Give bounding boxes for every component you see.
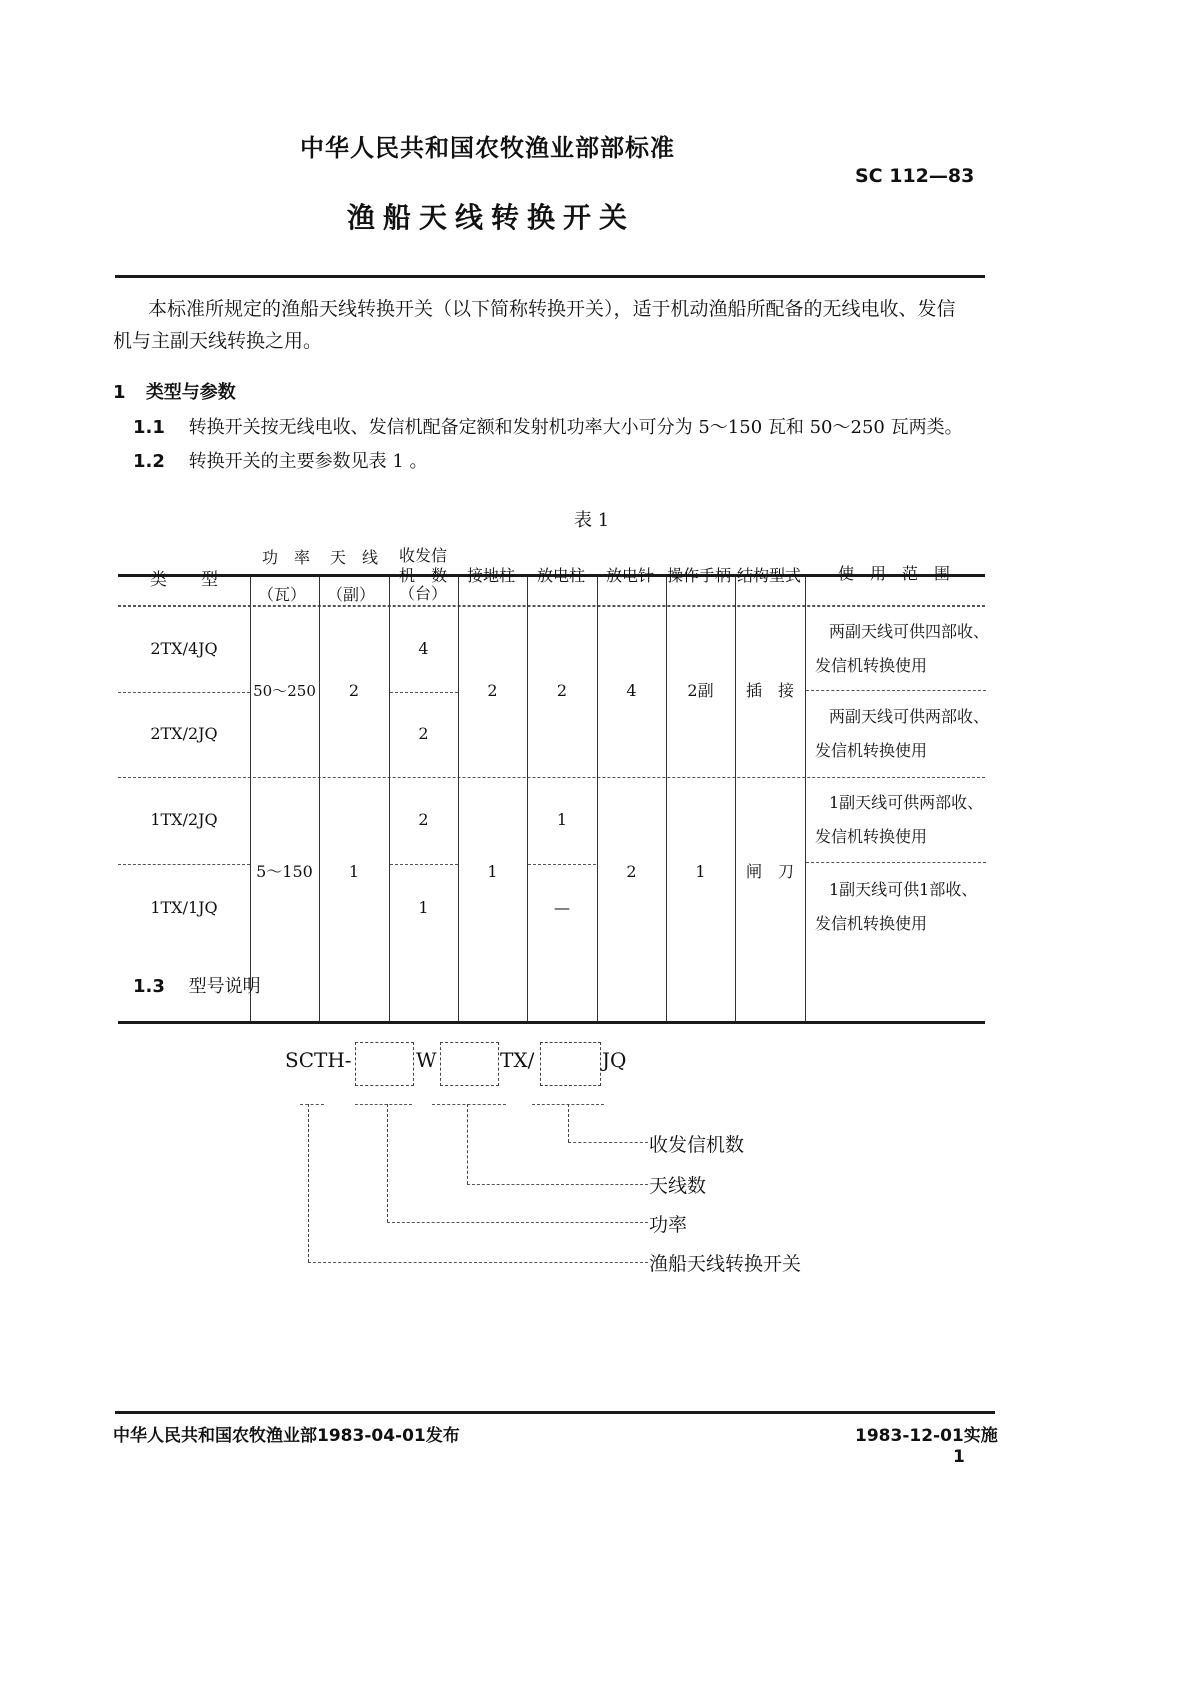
col-header-discharge-needle: 放电针	[606, 566, 655, 585]
usage-line-2: 发信机转换使用	[815, 914, 928, 933]
table-cell-power: 5～150	[256, 861, 313, 881]
table-cell-usage	[815, 615, 1010, 683]
col-header-transceivers-unit: （台）	[399, 584, 448, 603]
table-cell-antenna: 2	[348, 681, 360, 701]
usage-line-2: 发信机转换使用	[815, 827, 928, 846]
footer-rule	[115, 1411, 995, 1414]
standard-code: SC 112—83	[855, 165, 975, 187]
table-caption: 表 1	[574, 510, 610, 531]
col-header-type: 类 型	[150, 569, 218, 590]
col-header-antenna-unit: （副）	[327, 585, 376, 604]
clause-1-3	[133, 972, 261, 998]
power-placeholder-box	[355, 1042, 414, 1086]
table-cell-type: 1TX/1JQ	[150, 897, 218, 917]
table-cell-handle: 2副	[687, 681, 714, 701]
page-number: 1	[953, 1447, 965, 1467]
table-cell-transceivers: 4	[418, 638, 429, 658]
table-cell-structure: 闸 刀	[745, 861, 794, 881]
table-cell-type: 2TX/4JQ	[150, 638, 218, 658]
table-cell-usage	[815, 786, 1010, 854]
table-cell-discharge-needle: 2	[626, 861, 637, 881]
table-cell-usage	[815, 873, 1010, 941]
org-title: 中华人民共和国农牧渔业部部标准	[300, 134, 675, 162]
table-cell-transceivers: 2	[418, 724, 429, 744]
usage-line-2: 发信机转换使用	[815, 656, 928, 675]
col-header-ground-post: 接地柱	[467, 566, 516, 585]
clause-text: 转换开关按无线电收、发信机配备定额和发射机功率大小可分为 5～150 瓦和 50～250 瓦两类。	[188, 417, 963, 438]
table-cell-power: 50～250	[253, 681, 316, 700]
clause-text: 转换开关的主要参数见表 1 。	[188, 451, 428, 472]
table-cell-handle: 1	[695, 861, 706, 881]
col-header-power-unit: （瓦）	[258, 585, 307, 604]
model-prefix: SCTH-	[285, 1048, 352, 1072]
antenna-placeholder-box	[440, 1042, 499, 1086]
col-header-antenna-label: 天 线	[330, 548, 379, 567]
issued-statement: 中华人民共和国农牧渔业部1983-04-01发布	[113, 1426, 460, 1446]
col-header-usage: 使 用 范 围	[838, 564, 951, 583]
table-cell-discharge-post: —	[554, 897, 570, 917]
table-cell-transceivers: 1	[418, 897, 429, 917]
table-cell-structure: 插 接	[745, 681, 794, 701]
col-header-power-label: 功 率	[262, 548, 311, 567]
section-title: 类型与参数	[145, 382, 236, 403]
col-header-discharge-post: 放电柱	[537, 566, 586, 585]
table-cell-discharge-post: 1	[556, 810, 568, 830]
label-device-name: 渔船天线转换开关	[649, 1253, 802, 1275]
clause-1-2	[133, 447, 428, 473]
col-header-transceivers-2: 机 数	[399, 566, 448, 585]
table-cell-ground-post: 2	[487, 681, 498, 701]
col-header-structure: 结构型式	[737, 566, 802, 585]
label-power: 功率	[649, 1214, 688, 1236]
col-header-transceivers-1: 收发信	[399, 546, 448, 565]
clause-1-1	[133, 413, 963, 439]
table-cell-ground-post: 1	[487, 861, 498, 881]
header-rule	[115, 275, 985, 278]
table-cell-usage	[815, 700, 1010, 768]
clause-text: 型号说明	[188, 976, 261, 997]
table-cell-transceivers: 2	[418, 810, 429, 830]
intro-line-1: 本标准所规定的渔船天线转换开关（以下简称转换开关），适于机动渔船所配备的无线电收、发信	[148, 298, 956, 320]
table-cell-discharge-post: 2	[556, 681, 568, 701]
usage-line-1: 1副天线可供1部收、	[829, 880, 978, 899]
section-1-heading	[113, 378, 236, 404]
model-suffix: JQ	[602, 1048, 627, 1072]
document-title: 渔船天线转换开关	[347, 201, 636, 234]
intro-line-2: 机与主副天线转换之用。	[113, 330, 323, 352]
usage-line-2: 发信机转换使用	[815, 741, 928, 760]
transceiver-placeholder-box	[540, 1042, 601, 1086]
table-cell-discharge-needle: 4	[626, 681, 637, 701]
clause-number: 1.1	[133, 417, 165, 438]
table-cell-type: 1TX/2JQ	[150, 810, 218, 830]
clause-number: 1.3	[133, 976, 165, 997]
label-antenna-count: 天线数	[649, 1175, 707, 1197]
clause-number: 1.2	[133, 451, 165, 472]
usage-line-1: 两副天线可供四部收、	[829, 622, 990, 641]
usage-line-1: 两副天线可供两部收、	[829, 707, 990, 726]
model-sep-tx: TX/	[500, 1048, 535, 1072]
col-header-handle: 操作手柄	[667, 566, 732, 585]
usage-line-1: 1副天线可供两部收、	[829, 793, 984, 812]
section-number: 1	[113, 382, 126, 403]
model-sep-w: W	[416, 1048, 437, 1072]
table-cell-antenna: 1	[348, 861, 360, 881]
table-cell-type: 2TX/2JQ	[150, 724, 218, 744]
label-transceiver-count: 收发信机数	[649, 1134, 745, 1156]
effective-statement: 1983-12-01实施	[855, 1426, 998, 1446]
